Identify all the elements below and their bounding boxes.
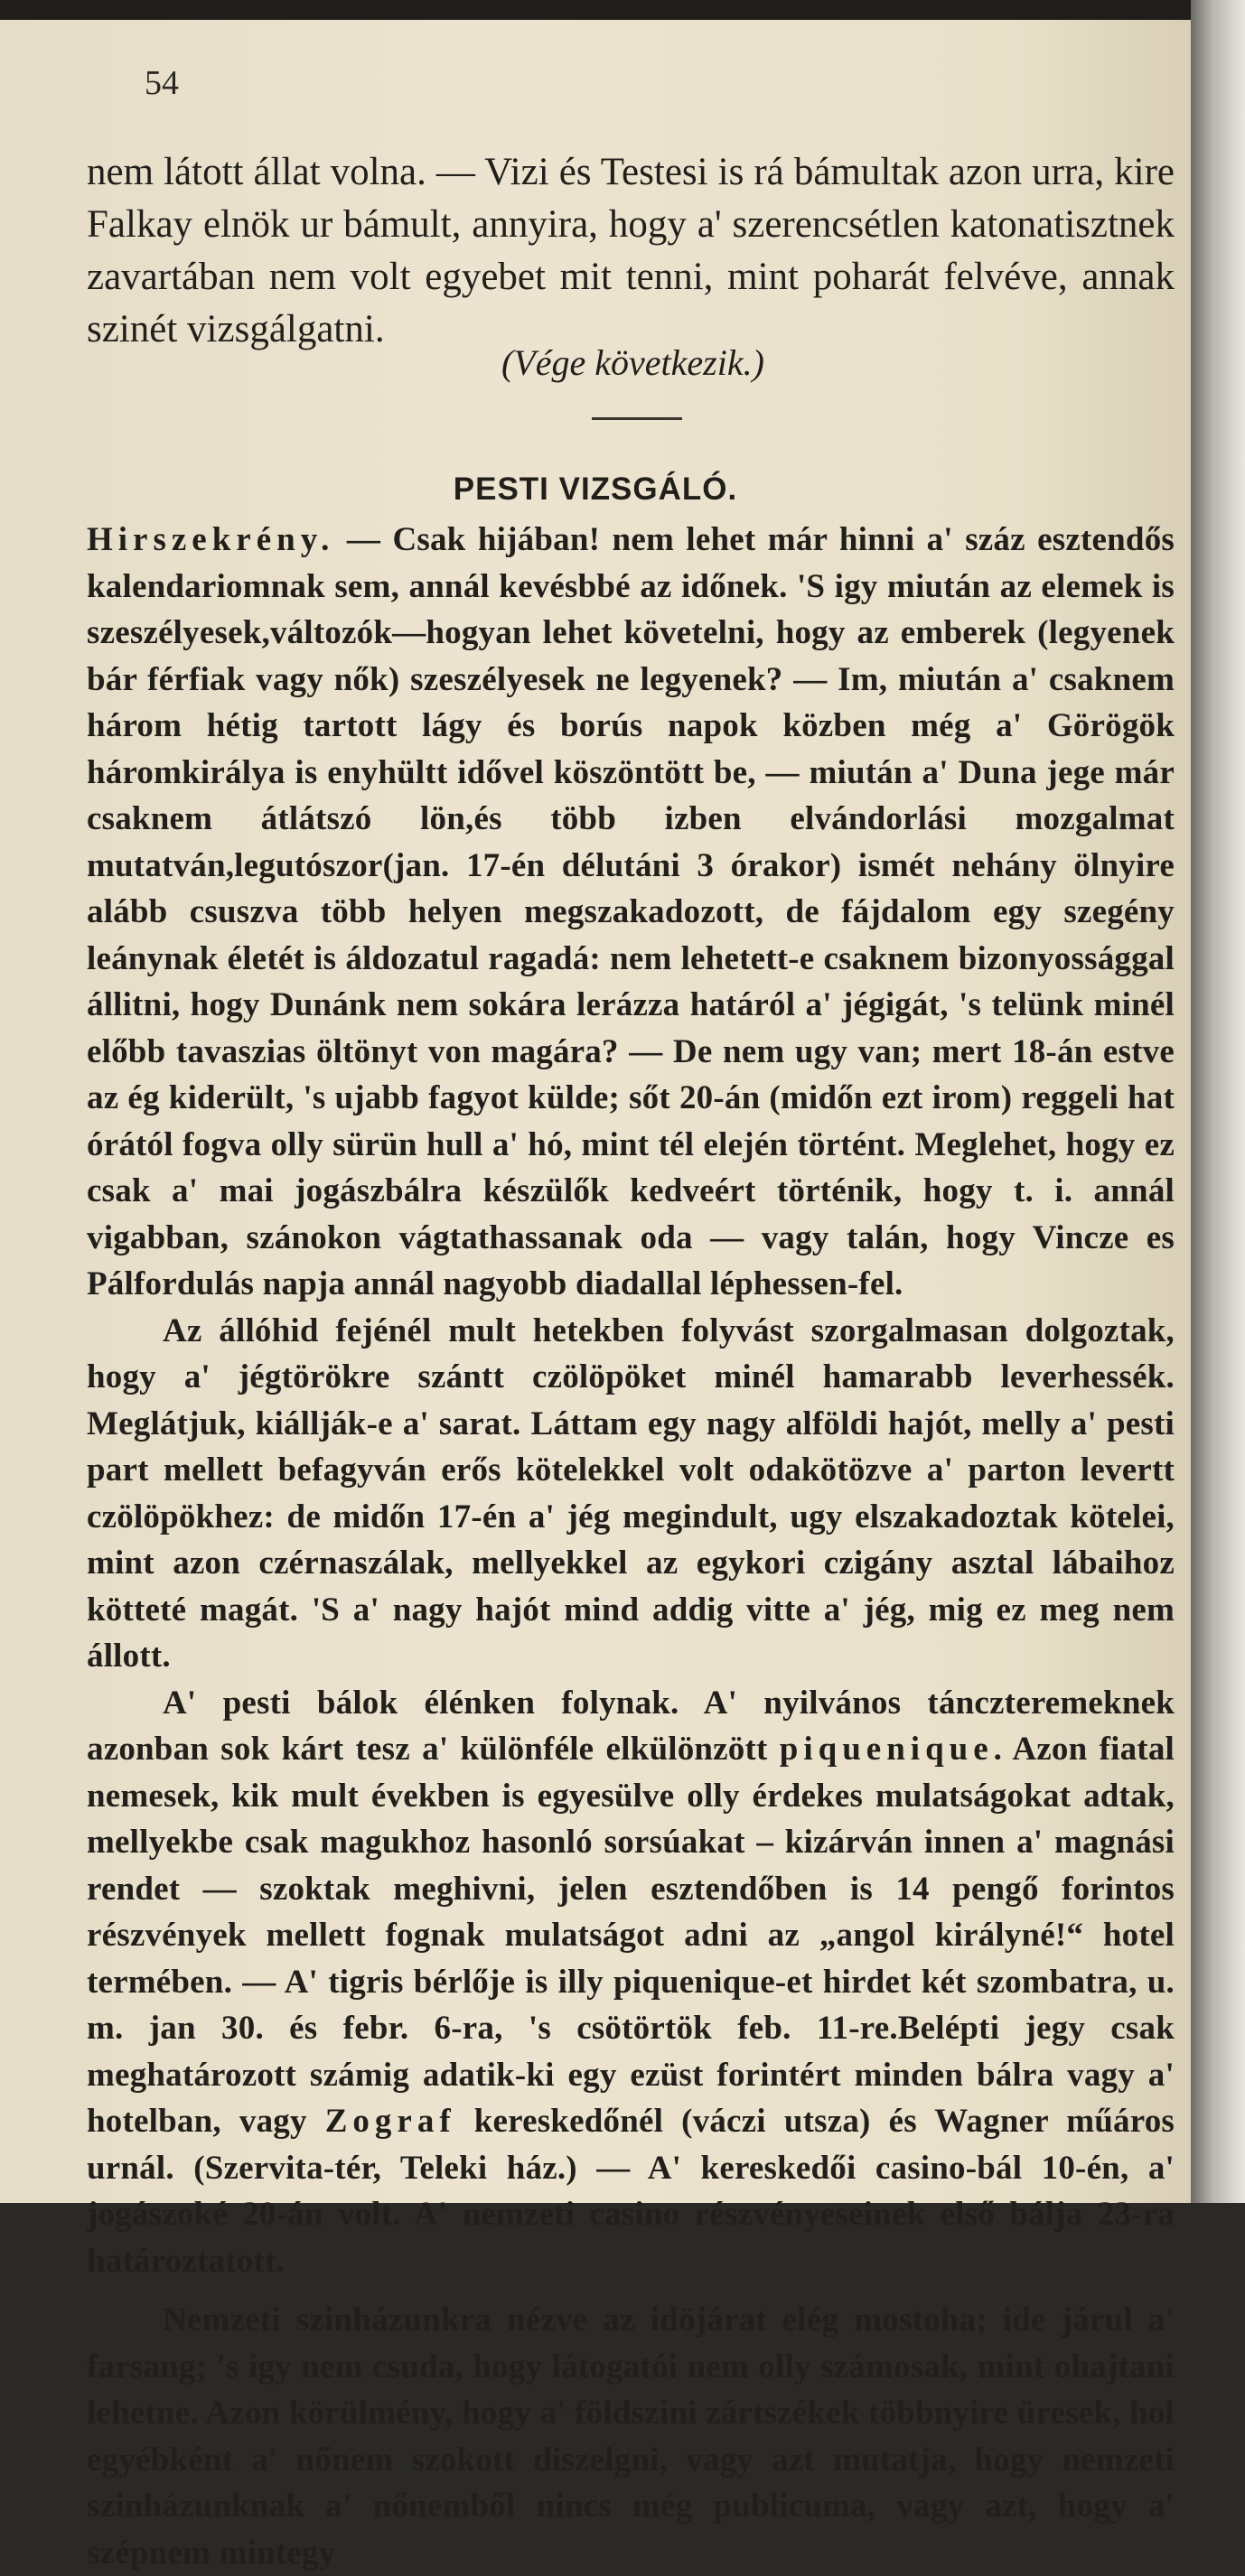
paragraph-weather (87, 517, 1175, 1308)
paragraph-lead: Hirszekrény. (87, 521, 335, 558)
spaced-name: Zograf (324, 2103, 456, 2140)
paragraph-balls (87, 1680, 1175, 2285)
book-page (0, 20, 1191, 2571)
scan-top-edge (0, 0, 1245, 20)
article-body (87, 517, 1175, 2576)
paragraph-theatre: Nemzeti szinházunkra nézve az idöjárat elég mostoha; ide járul a' farsang; 's igy nem csuda, hogy látogatói nem olly számosak, mint ohajtani lehetne. Azon körülmény, hogy a' földszini zártszékek többnyire üresek, hol egyébként a' nőnem szokott diszelgni, vagy azt mutatja, hogy nemzeti szinházunknak a' nőnemből nincs még publicuma, vagy azt, hogy a' szépnem mintegy (87, 2301, 1175, 2571)
page-number: 54 (145, 64, 179, 102)
paragraph-text: kereskedőnél (váczi utsza) és Wagner műáros urnál. (Szervita-tér, Teleki ház.) — A' kereskedői casino-bál 10-én, a' jogászoké 20-án volt. A' nemzeti casino részvényeseinek első bálja 23-ra határoztatott. (87, 2103, 1175, 2280)
paragraph-bridge: Az állóhid fejénél mult hetekben folyvást szorgalmasan dolgoztak, hogy a' jégtörökre szántt czölöpöket minél hamarabb leverhessék. Meglátjuk, kiállják-e a' sarat. Láttam egy nagy alföldi hajót, melly a' pesti part mellett befagyván erős kötelekkel volt odakötözve a' parton levertt czölöpökhez: de midőn 17-én a' jég megindult, ugy elszakadoztak kötelei, mint azon czérnaszálak, mellyekkel az egykori czigány asztal lábaihoz kötteté magát. 'S a' nagy hajót mind addig vitte a' jég, mig ez meg nem állott. (87, 1311, 1175, 1675)
book-gutter-shadow (1191, 0, 1245, 2203)
paragraph-text: A' pesti bálok élénken folynak. A' nyilvános tánczteremeknek azonban sok kárt tesz a' különféle elkülönzött (87, 1684, 1175, 1768)
section-divider (592, 417, 682, 420)
paragraph-text: — Csak hijában! nem lehet már hinni a' száz esztendős kalendariomnak sem, annál kevésbbé az időnek. 'S igy miután az elemek is szeszélyesek,változók—hogyan lehet követelni, hogy az emberek (legyenek bár férfiak vagy nők) szeszélyesek ne legyenek? — Im, miután a' csaknem három hétig tartott lágy és borús napok közben még a' Görögök háromkirálya is enyhültt idővel köszöntött be, — miután a' Duna jege már csaknem átlátszó lön,és több izben elvándorlási mozgalmat mutatván,legutószor(jan. 17-én délutáni 3 órakor) ismét nehány ölnyire alább csuszva több helyen megszakadozott, de fájdalom egy szegény leánynak életét is áldozatul ragadá: nem lehetett-e csaknem bizonyossággal állitni, hogy Dunánk nem sokára lerázza határól a' jégigát, 's telünk minél előbb tavaszias öltönyt von magára? — De nem ugy van; mert 18-án estve az ég kiderült, 's ujabb fagyot külde; sőt 20-án (midőn ezt irom) reggeli hat órától fogva olly sürün hull a' hó, mint tél elején történt. Meglehet, hogy ez csak a' mai jogászbálra készülők kedveért történik, hogy t. i. annál vigabban, szánokon vágtathassanak oda — vagy talán, hogy Vincze es Pálfordulás napja annál nagyobb diadallal léphessen-fel. (87, 521, 1175, 1302)
paragraph-text: . Azon fiatal nemesek, kik mult években is egyesülve olly érdekes mulatságokat adtak, mellyekbe csak magukhoz hasonló sorsúakat – kizárván innen a' magnási rendet — szoktak meghivni, jelen esztendőben is 14 pengő forintos részvények mellett fognak mulatságot adni az „angol királyné!“ hotel termében. — A' tigris bérlője is illy piquenique-et hirdet két szombatra, u. m. jan 30. és febr. 6-ra, 's csötörtök feb. 11-re.Belépti jegy csak meghatározott számig adatik-ki egy ezüst forintért minden bálra vagy a' hotelban, vagy (87, 1731, 1175, 2140)
intro-paragraph: nem látott állat volna. — Vizi és Testesi is rá bámultak azon urra, kire Falkay elnök ur bámult, annyira, hogy a' szerencsétlen katonatisztnek zavartában nem volt egyebet mit tenni, mint poharát felvéve, annak szinét vizsgálgatni. (87, 151, 1175, 350)
section-title: PESTI VIZSGÁLÓ. (453, 471, 738, 507)
to-be-continued-note: (Vége következik.) (501, 342, 764, 383)
spaced-word: piquenique (779, 1731, 994, 1768)
